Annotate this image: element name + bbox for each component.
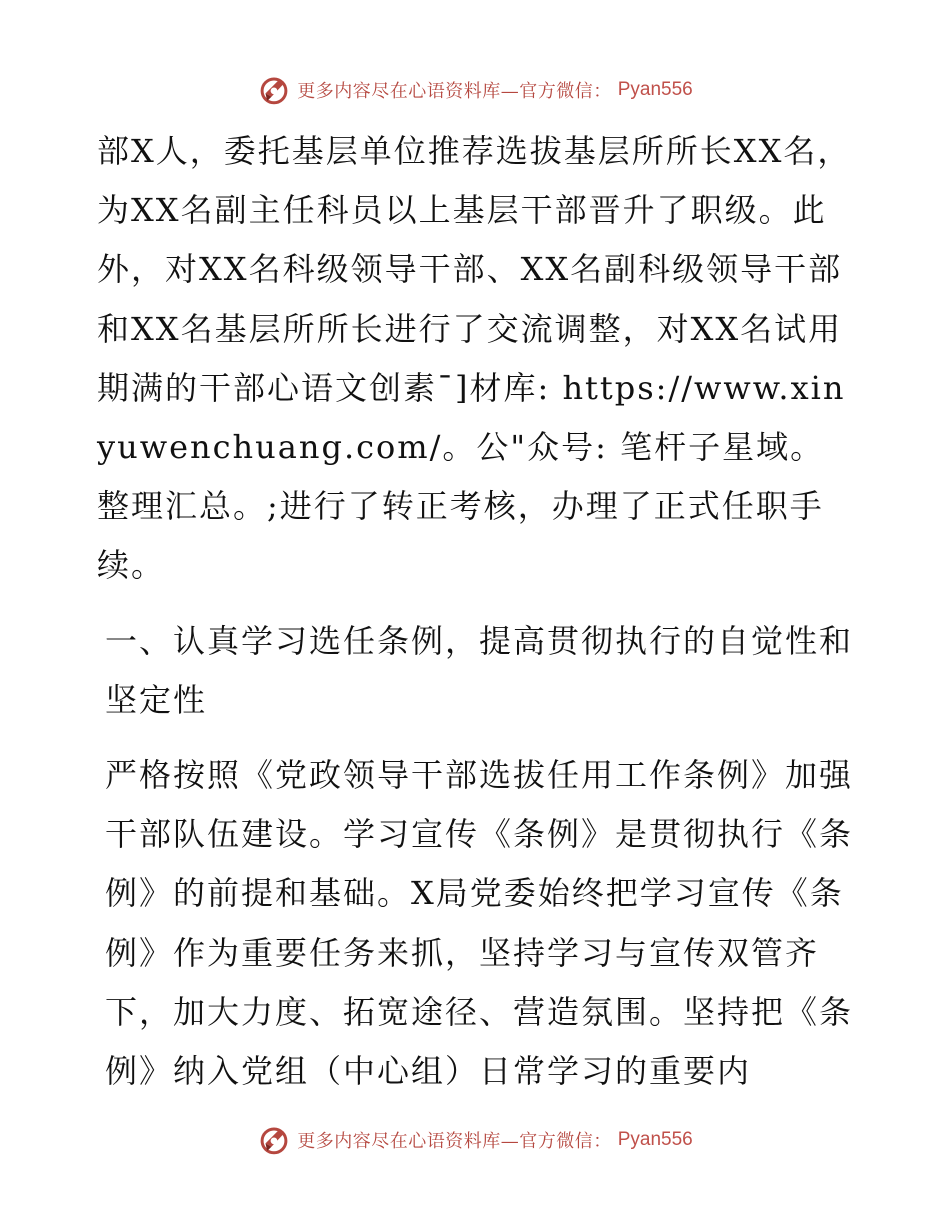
header-banner — [0, 70, 950, 110]
pen-logo-icon — [257, 73, 291, 107]
document-body — [97, 122, 857, 1101]
header-banner-wechat-id: Pyan556 — [617, 79, 693, 100]
pen-logo-icon — [257, 1123, 291, 1157]
body-paragraph-2: 严格按照《党政领导干部选拔任用工作条例》加强干部队伍建设。学习宣传《条例》是贯彻执行《条例》的前提和基础。X局党委始终把学习宣传《条例》作为重要任务来抓，坚持学习与宣传双管齐下，加大力度、拓宽途径、营造氛围。坚持把《条例》纳入党组（中心组）日常学习的重要内 — [105, 756, 854, 1091]
footer-banner-text: 更多内容尽在心语资料库—官方微信： — [297, 1131, 612, 1152]
body-paragraph-1: 部X人，委托基层单位推荐选拔基层所所长XX名，为XX名副主任科员以上基层干部晋升了职级。此外，对XX名科级领导干部、XX名副科级领导干部和XX名基层所所长进行了交流调整，对XX名试用期满的干部心语文创素¯]材库: https://www.xinyuwenchuang.com/。公"众号: 笔杆子星域。整理汇总。;进行了转正考核，办理了正式任职手续。 — [97, 132, 852, 585]
header-banner-text: 更多内容尽在心语资料库—官方微信： — [297, 81, 612, 102]
footer-banner-wechat-id: Pyan556 — [617, 1129, 693, 1150]
section-heading-1: 一、认真学习选任条例，提高贯彻执行的自觉性和坚定性 — [105, 621, 854, 719]
footer-banner — [0, 1120, 950, 1160]
